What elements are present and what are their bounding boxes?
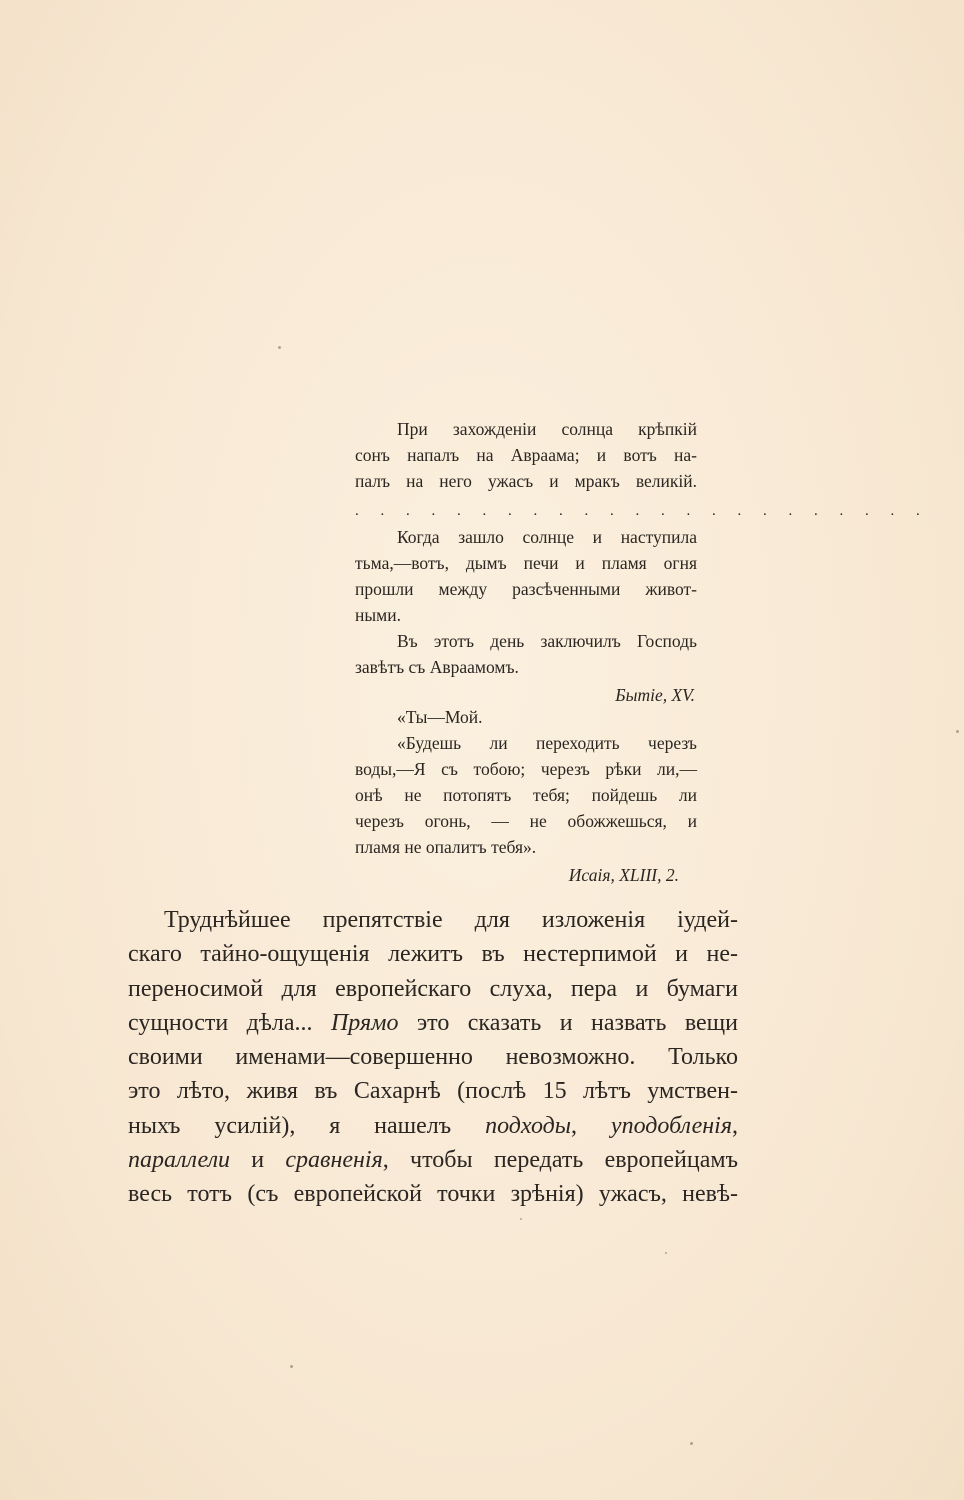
main-paragraph	[128, 903, 738, 1212]
epigraph-line: прошли между разсѣченными живот-	[355, 579, 697, 599]
paper-speck	[278, 346, 281, 349]
epigraph-line: палъ на него ужасъ и мракъ великій.	[355, 471, 697, 491]
paper-speck	[956, 730, 959, 733]
epigraph-line: онѣ не потопятъ тебя; пойдешь ли	[355, 785, 697, 805]
epigraph-line: сонъ напалъ на Авраама; и вотъ на-	[355, 445, 697, 465]
epigraph-source: Бытіе, XV.	[615, 685, 695, 705]
paper-speck	[290, 1365, 293, 1368]
paragraph-line: Труднѣйшее препятствіе для изложенія іудей-	[164, 907, 738, 933]
paragraph-line: весь тотъ (съ европейской точки зрѣнія) ужасъ, невѣ-	[128, 1181, 738, 1208]
text-run: ныхъ усилій), я нашелъ	[128, 1112, 452, 1139]
paragraph-line: скаго тайно-ощущенія лежитъ въ нестерпимой и не-	[128, 941, 738, 968]
italic-word: параллели	[128, 1147, 231, 1174]
paragraph-line: переносимой для европейскаго слуха, пера и бумаги	[128, 975, 738, 1002]
epigraph-line: Въ этотъ день заключилъ Господь	[397, 631, 697, 651]
epigraph-genesis	[355, 416, 929, 708]
text-run: сущности дѣла...	[128, 1009, 313, 1036]
italic-word: подходы	[485, 1112, 572, 1139]
text-run: , чтобы передать европейцамъ	[382, 1147, 738, 1174]
epigraph-isaiah	[355, 704, 697, 888]
epigraph-line: завѣтъ съ Авраамомъ.	[355, 657, 519, 677]
epigraph-line: «Будешь ли переходить черезъ	[397, 733, 697, 753]
epigraph-source: Исаія, XLIII, 2.	[568, 865, 679, 885]
paper-speck	[690, 1442, 693, 1445]
paper-speck	[520, 1218, 522, 1220]
epigraph-line: тьма,—вотъ, дымъ печи и пламя огня	[355, 553, 697, 573]
text-run: ,	[732, 1112, 738, 1139]
epigraph-line: Когда зашло солнце и наступила	[397, 527, 697, 547]
italic-word: сравненія	[285, 1147, 383, 1174]
epigraph-line: При захожденіи солнца крѣпкій	[397, 419, 697, 439]
epigraph-line: черезъ огонь, — не обожжешься, и	[355, 811, 697, 831]
italic-word: уподобленія	[610, 1112, 732, 1139]
text-run: ,	[571, 1112, 578, 1139]
text-run: и	[251, 1147, 265, 1174]
paragraph-line	[128, 1109, 738, 1143]
italic-word: Прямо	[330, 1009, 399, 1036]
paragraph-line: это лѣто, живя въ Сахарнѣ (послѣ 15 лѣтъ умствен-	[128, 1078, 738, 1105]
paragraph-line	[128, 1006, 738, 1040]
epigraph-line: пламя не опалитъ тебя».	[355, 837, 537, 857]
epigraph-line: «Ты—Мой.	[397, 707, 483, 727]
ellipsis-dots: . . . . . . . . . . . . . . . . . . . . . . .	[355, 503, 929, 519]
paragraph-line	[128, 1143, 738, 1177]
text-run: это сказать и назвать вещи	[416, 1009, 739, 1036]
epigraph-line: ными.	[355, 605, 401, 625]
epigraph-line: воды,—Я съ тобою; черезъ рѣки ли,—	[355, 759, 697, 779]
paragraph-line: своими именами—совершенно невозможно. Только	[128, 1044, 738, 1071]
paper-speck	[665, 1252, 667, 1254]
